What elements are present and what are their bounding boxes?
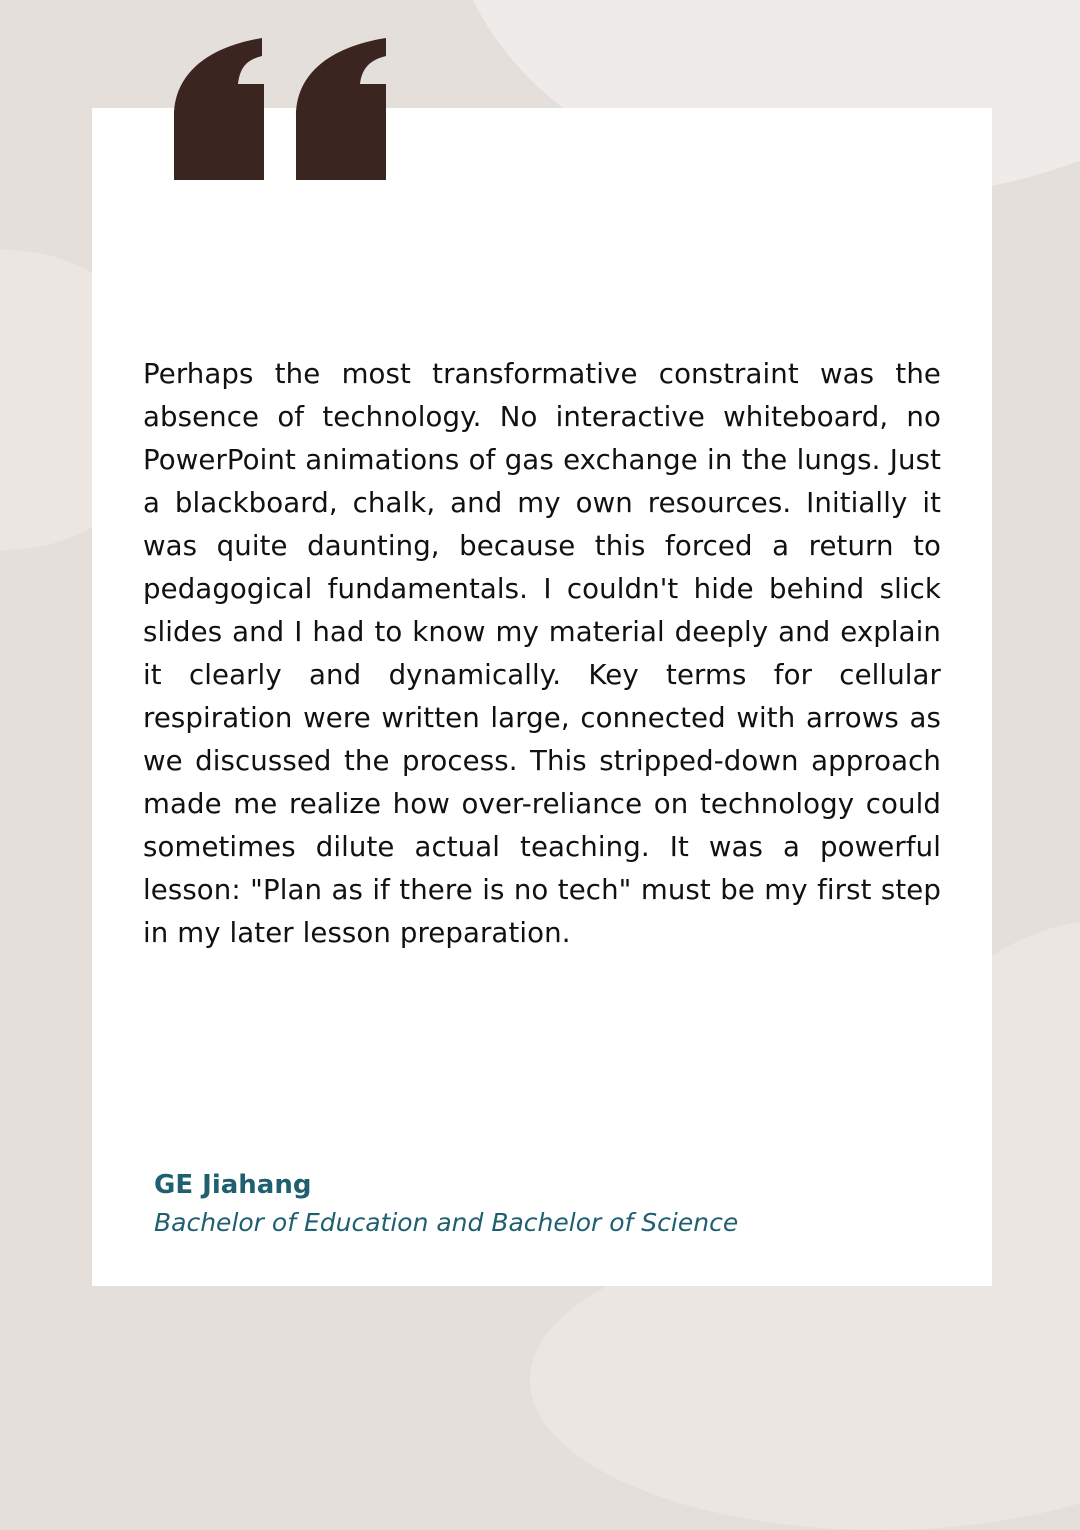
quote-mark-icon — [170, 38, 390, 183]
author-program: Bachelor of Education and Bachelor of Science — [154, 1208, 739, 1237]
author-name: GE Jiahang — [154, 1170, 312, 1200]
quote-text: Perhaps the most transformative constraint was the absence of technology. No interactive whiteboard, no PowerPoint animations of gas exchange in the lungs. Just a blackboard, chalk, and my own resources. Initially it was quite daunting, because this forced a return to pedagogical fundamentals. I couldn't hide behind slick slides and I had to know my material deeply and explain it clearly and dynamically. Key terms for cellular respiration were written large, connected with arrows as we discussed the process. This stripped-down approach made me realize how over-reliance on technology could sometimes dilute actual teaching. It was a powerful lesson: "Plan as if there is no tech" must be my first step in my later lesson preparation. — [143, 357, 941, 949]
